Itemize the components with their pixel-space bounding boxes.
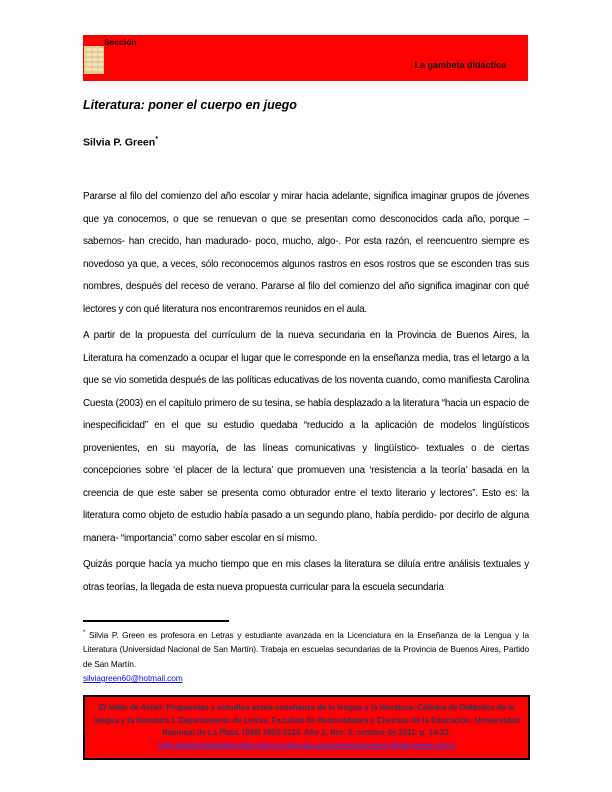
journal-logo-image xyxy=(84,46,104,74)
body-paragraph: A partir de la propuesta del currículum de la nueva secundaria en la Provincia de Buenos Aires, la Literatura ha comenzado a ocupar el lugar que le corresponde en la enseñanza media, tras el letargo a la que se vio sometida después de las políticas educativas de los noventa cuando, como manifiesta Carolina Cuesta (2003) en el capítulo primero de su tesina, se había desplazado a la literatura “hacia un espacio de inespecificidad” en el que su estudio quedaba “reducido a la aplicación de modelos lingüísticos provenientes, en su mayoría, de las líneas comunicativas y lingüístico- textuales o de ciertas concepciones sobre ‘el placer de la lectura’ que promueven una ‘resistencia a la teoría’ basada en la creencia de que este saber se presenta como obturador entre el texto literario y lectores”. Esto es: la literatura como objeto de estudio había pasado a un segundo plano, había perdido- por decirlo de alguna manera- “importancia” como saber escolar en sí mismo. xyxy=(83,330,529,544)
footnote xyxy=(83,626,529,685)
author-name xyxy=(83,136,158,149)
author-name-text: Silvia P. Green xyxy=(83,136,156,149)
footnote-text-block xyxy=(83,626,529,671)
section-label: Sección xyxy=(104,37,137,47)
article-title: Literatura: poner el cuerpo en juego xyxy=(83,98,297,112)
author-email-link[interactable]: silviagreen60@hotmail.com xyxy=(83,672,183,683)
citation-line-3: Nacional de La Plata. ISSN 1853-3124. Año 2, Nro. 3, octubre de 2011. p. 14-23. xyxy=(162,728,451,738)
citation-line-1-rest: Propuestas y estudios sobre enseñanza de la lengua y la literatura. Cátedra de Didáctica de la xyxy=(164,703,515,712)
footnote-marker: * xyxy=(83,630,86,636)
citation-line-1 xyxy=(86,702,527,715)
footnote-separator xyxy=(83,620,229,622)
journal-url-link[interactable]: http://www.eltoldodeastier.fahce.unlp.edu.ar/numeros/numero-3/lgd-green-nro-3 xyxy=(158,740,455,750)
body-paragraph: Pararse al filo del comienzo del año escolar y mirar hacia adelante, significa imaginar grupos de jóvenes que ya conocemos, o que se renuevan o que se presentan como desconocidos cada año, porque –sabemos- han crecido, han madurado- poco, mucho, algo-. Por esta razón, el reencuentro siempre es novedoso ya que, a veces, sólo reconocemos algunos rastros en esos rostros que se esconden tras sus nombres, después del receso de verano. Pararse al filo del comienzo del año significa imaginar con qué lectores y con qué literatura nos encontraremos reunidos en el aula. xyxy=(83,191,529,315)
footnote-text: Silvia P. Green es profesora en Letras y estudiante avanzada en la Licenciatura en la Enseñanza de la Lengua y la Literatura (Universidad Nacional de San Martín). Trabaja en escuelas secundarias de la Provincia de Buenos Aires, Partido de San Martín. xyxy=(83,629,529,669)
author-footnote-mark: * xyxy=(155,136,158,143)
citation-line-2: lengua y la literatura I. Departamento de Letras. Facultad de Humanidades y Ciencias de la Educación. Universidad xyxy=(93,715,520,725)
journal-title: El toldo de Astier. xyxy=(98,703,165,712)
section-title: La gambeta didáctica xyxy=(414,60,506,70)
article-body xyxy=(83,186,529,603)
journal-citation-box xyxy=(83,695,530,760)
header-band xyxy=(83,35,528,81)
body-paragraph: Quizás porque hacía ya mucho tiempo que en mis clases la literatura se diluía entre análisis textuales y otras teorías, la llegada de esta nueva propuesta curricular para la escuela secundaria xyxy=(83,559,529,593)
